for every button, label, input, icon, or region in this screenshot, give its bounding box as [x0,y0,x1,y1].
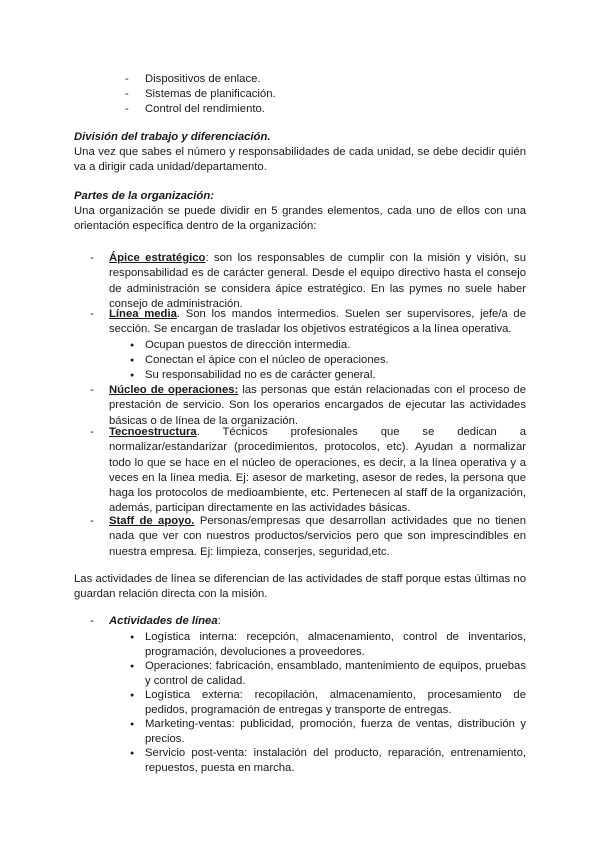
activities-heading [109,614,221,629]
dash-marker: - [90,384,94,396]
term-tecnoestructura: Tecnoestructura [109,426,197,438]
dash-marker: - [125,73,129,85]
list-item: Dispositivos de enlace. [145,73,261,85]
part-staff-text: Personas/empresas que desarrollan actividades que no tienen nada que ver con nuestros productos/servicios pero que son imprescindibles en nuestra empresa. Ej: limpieza, conserjes, seguridad,etc. [109,515,526,558]
bullet-item: Ocupan puestos de dirección intermedia. [145,339,351,351]
part-tecnoestructura-text: . Técnicos profesionales que se dedican a normalizar/estandarizar (procedimientos, protocolos, etc). Ayudan a normalizar todo lo que se hace en el núcleo de operaciones, es decir, a la línea operativa y a veces en la línea media. Ej: asesor de marketing, asesor de redes, la persona que haga los protocolos de medioambiente, etc. Pertenecen al staff de la organización, además, participan directamente en las actividades básicas. [109,426,526,515]
bullet-marker: ● [130,750,135,757]
activities-heading-label: Actividades de línea [109,615,218,627]
section-heading-division: División del trabajo y diferenciación. [74,131,271,143]
bullet-marker: ● [130,357,135,364]
dash-marker: - [90,308,94,320]
part-linea-media-text: . Son los mandos intermedios. Suelen ser supervisores, jefe/a de sección. Se encargan de trasladar los objetivos estratégicos a la línea operativa. [109,308,526,336]
bullet-marker: ● [130,692,135,699]
section-heading-partes: Partes de la organización: [74,190,214,202]
dash-marker: - [125,88,129,100]
activity-item: Marketing-ventas: publicidad, promoción, fuerza de ventas, distribución y precios. [145,718,526,746]
dash-marker: - [90,615,94,627]
dash-marker: - [90,515,94,527]
part-linea-media [109,307,526,338]
division-paragraph: Una vez que sabes el número y responsabilidades de cada unidad, se debe decidir quién va a dirigir cada unidad/departamento. [74,146,526,174]
term-apice: Ápice estratégico [109,252,206,264]
part-nucleo [109,383,526,429]
activity-item: Logística interna: recepción, almacenamiento, control de inventarios, programación, devoluciones a proveedores. [145,631,526,659]
part-apice-text: : son los responsables de cumplir con la misión y visión, su responsabilidad es de carácter general. Desde el equipo directivo hasta el consejo de administración se considera ápice estratégico. En las pymes no suele haber consejo de administración. [109,252,526,310]
term-nucleo: Núcleo de operaciones: [109,384,239,396]
term-staff: Staff de apoyo. [109,515,195,527]
dash-marker: - [125,103,129,115]
partes-intro-paragraph: Una organización se puede dividir en 5 grandes elementos, cada uno de ellos con una orientación específica dentro de la organización: [74,205,526,233]
term-linea-media: Línea media [109,308,177,320]
bullet-marker: ● [130,342,135,349]
activities-heading-colon: : [217,615,221,627]
activity-item: Servicio post-venta: instalación del producto, reparación, entrenamiento, repuestos, puesta en marcha. [145,747,526,775]
bullet-marker: ● [130,372,135,379]
list-item: Control del rendimiento. [145,103,265,115]
dash-marker: - [90,252,94,264]
part-nucleo-text: las personas que están relacionadas con el proceso de prestación de servicio. Son los operarios encargados de ejecutar las actividades básicas o de línea de la organización. [109,384,526,427]
list-item: Sistemas de planificación. [145,88,276,100]
staff-vs-linea-paragraph: Las actividades de línea se diferencian de las actividades de staff porque estas últimas no guardan relación directa con la misión. [74,573,526,601]
bullet-item: Su responsabilidad no es de carácter general. [145,369,376,381]
part-tecnoestructura [109,425,526,517]
activity-item: Operaciones: fabricación, ensamblado, mantenimiento de equipos, pruebas y control de calidad. [145,660,526,688]
bullet-item: Conectan el ápice con el núcleo de operaciones. [145,354,389,366]
bullet-marker: ● [130,721,135,728]
part-apice [109,251,526,312]
bullet-marker: ● [130,663,135,670]
activity-item: Logística externa: recopilación, almacenamiento, procesamiento de pedidos, programación de entregas y transporte de entregas. [145,689,526,717]
dash-marker: - [90,426,94,438]
bullet-marker: ● [130,634,135,641]
part-staff [109,514,526,560]
